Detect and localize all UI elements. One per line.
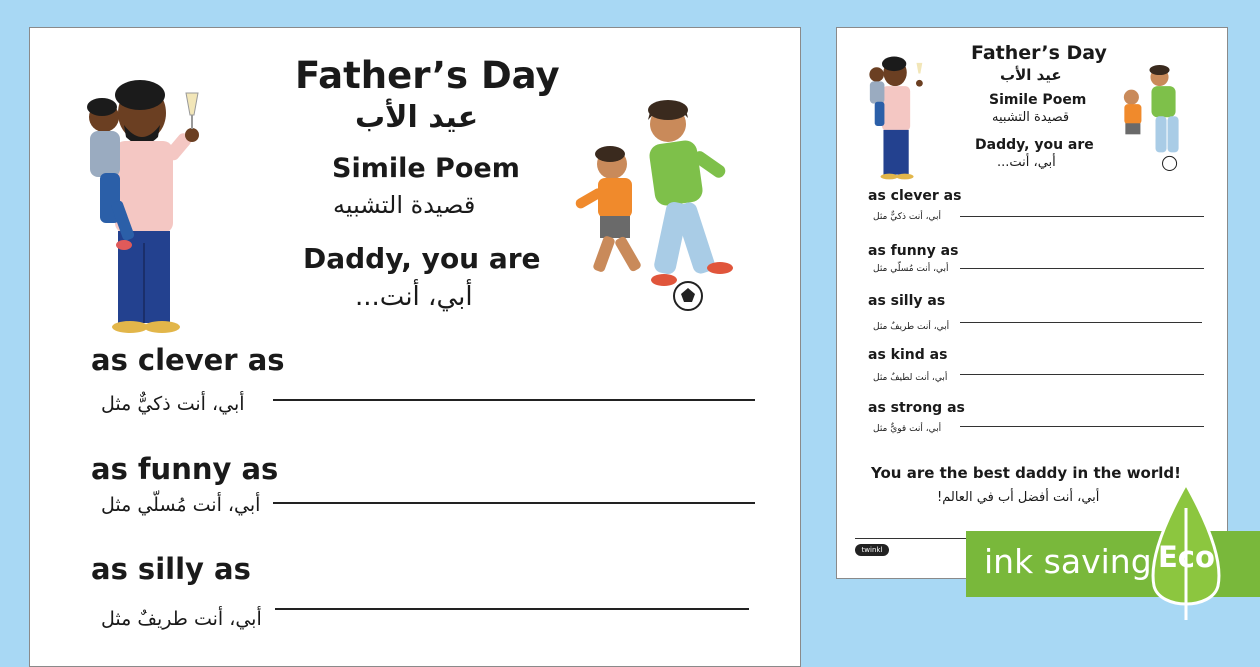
- preview-line-2-answer-line[interactable]: [960, 268, 1204, 269]
- preview-title: Father’s Day: [971, 42, 1107, 64]
- preview-line-3-prompt-arabic: أبي، أنت طريفٌ مثل: [873, 322, 950, 332]
- preview-name-line[interactable]: [855, 538, 975, 539]
- line-1-prompt: as clever as: [91, 343, 285, 377]
- preview-line-4-answer-line[interactable]: [960, 374, 1204, 375]
- intro-line: Daddy, you are: [303, 242, 541, 275]
- line-3-answer-line[interactable]: [275, 608, 749, 610]
- dad-holding-child-illustration: [80, 73, 220, 338]
- preview-dad-son-football-illustration: [1109, 64, 1205, 172]
- twinkl-logo: twinkl: [855, 544, 889, 556]
- line-2-prompt-arabic: أبي، أنت مُسلّي مثل: [101, 494, 261, 516]
- preview-line-2-prompt-arabic: أبي، أنت مُسلّي مثل: [873, 264, 949, 274]
- line-3-prompt-arabic: أبي، أنت طريفٌ مثل: [101, 608, 262, 630]
- worksheet-title: Father’s Day: [295, 54, 560, 97]
- preview-line-3-answer-line[interactable]: [960, 322, 1202, 323]
- preview-line-4-prompt-arabic: أبي، أنت لطيفٌ مثل: [873, 373, 948, 383]
- line-2-prompt: as funny as: [91, 452, 279, 486]
- worksheet-subtitle-arabic: قصيدة التشبيه: [333, 191, 476, 219]
- preview-intro-arabic: أبي، أنت...: [997, 155, 1056, 170]
- preview-line-1-prompt: as clever as: [868, 188, 962, 204]
- line-2-answer-line[interactable]: [273, 502, 755, 504]
- preview-line-1-answer-line[interactable]: [960, 216, 1204, 217]
- preview-line-3-prompt: as silly as: [868, 293, 946, 309]
- preview-closing-arabic: أبي، أنت أفضل أب في العالم!: [937, 490, 1100, 505]
- preview-subtitle: Simile Poem: [989, 92, 1087, 108]
- preview-subtitle-arabic: قصيدة التشبيه: [992, 110, 1070, 125]
- worksheet-page-large: [29, 27, 801, 667]
- dad-son-football-illustration: [568, 98, 758, 313]
- ink-saving-label: ink saving: [984, 542, 1152, 581]
- line-1-prompt-arabic: أبي، أنت ذكيٌّ مثل: [101, 393, 245, 415]
- line-1-answer-line[interactable]: [273, 399, 755, 401]
- preview-line-4-prompt: as kind as: [868, 347, 948, 363]
- eco-label: Eco: [1158, 540, 1215, 574]
- preview-line-2-prompt: as funny as: [868, 243, 959, 259]
- preview-line-5-prompt: as strong as: [868, 400, 965, 416]
- preview-line-1-prompt-arabic: أبي، أنت ذكيٌّ مثل: [873, 212, 941, 222]
- preview-closing: You are the best daddy in the world!: [871, 464, 1181, 482]
- preview-dad-holding-child-illustration: [865, 50, 933, 185]
- preview-line-5-answer-line[interactable]: [960, 426, 1204, 427]
- preview-title-arabic: عيد الأب: [1000, 66, 1062, 84]
- intro-line-arabic: أبي، أنت...: [355, 282, 473, 312]
- worksheet-title-arabic: عيد الأب: [355, 100, 479, 135]
- preview-intro: Daddy, you are: [975, 137, 1094, 153]
- worksheet-subtitle: Simile Poem: [332, 153, 520, 184]
- preview-line-5-prompt-arabic: أبي، أنت قويٌّ مثل: [873, 424, 942, 434]
- line-3-prompt: as silly as: [91, 552, 251, 586]
